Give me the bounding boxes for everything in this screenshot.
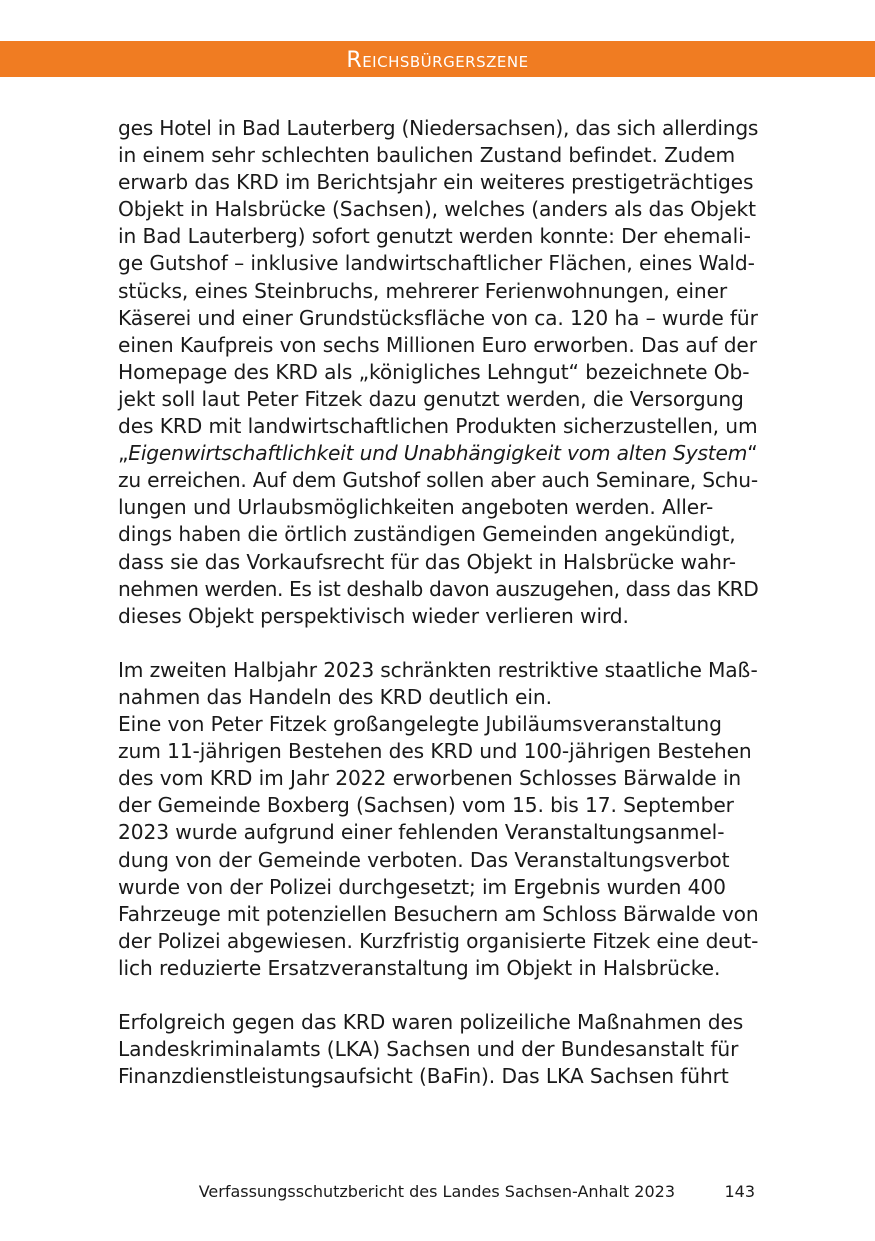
paragraph-3 xyxy=(118,1009,758,1090)
text-line: erwarb das KRD im Berichtsjahr ein weiteres prestigeträchtiges xyxy=(118,170,754,195)
text-line: der Polizei abgewiesen. Kurzfristig organisierte Fitzek eine deut- xyxy=(118,928,759,953)
text-line: der Gemeinde Boxberg (Sachsen) vom 15. bis 17. September xyxy=(118,793,734,818)
paragraph-spacer xyxy=(118,982,758,1009)
text-line: in Bad Lauterberg) sofort genutzt werden konnte: Der ehemali- xyxy=(118,224,751,249)
quote-line xyxy=(118,440,758,467)
text-line: dieses Objekt perspektivisch wieder verlieren wird. xyxy=(118,603,629,628)
publication-title: Verfassungsschutzbericht des Landes Sachsen-Anhalt 2023 xyxy=(198,1182,675,1201)
text-line: ge Gutshof – inklusive landwirtschaftlicher Flächen, eines Wald- xyxy=(118,251,755,276)
body-text xyxy=(118,115,758,1090)
text-line: dung von der Gemeinde verboten. Das Veranstaltungsverbot xyxy=(118,847,730,872)
text-line: Fahrzeuge mit potenziellen Besuchern am Schloss Bärwalde von xyxy=(118,901,759,926)
text-line: nehmen werden. Es ist deshalb davon auszugehen, dass das KRD xyxy=(118,576,759,601)
text-line: 2023 wurde aufgrund einer fehlenden Veranstaltungsanmel- xyxy=(118,820,725,845)
text-line: Erfolgreich gegen das KRD waren polizeiliche Maßnahmen des xyxy=(118,1010,744,1035)
page-number: 143 xyxy=(724,1182,755,1201)
text-line: zu erreichen. Auf dem Gutshof sollen aber auch Seminare, Schu- xyxy=(118,468,758,493)
text-line: des vom KRD im Jahr 2022 erworbenen Schlosses Bärwalde in xyxy=(118,766,742,791)
page-footer xyxy=(0,1182,875,1206)
quote-open: „ xyxy=(118,441,129,466)
text-line: lungen und Urlaubsmöglichkeiten angeboten werden. Aller- xyxy=(118,495,714,520)
text-line: Im zweiten Halbjahr 2023 schränkten restriktive staatliche Maß- xyxy=(118,657,758,682)
text-line: jekt soll laut Peter Fitzek dazu genutzt werden, die Versorgung xyxy=(118,386,744,411)
text-line: Käserei und einer Grundstücksfläche von ca. 120 ha – wurde für xyxy=(118,305,758,330)
text-line: des KRD mit landwirtschaftlichen Produkten sicherzustellen, um xyxy=(118,414,758,439)
text-line: einen Kaufpreis von sechs Millionen Euro erworben. Das auf der xyxy=(118,332,757,357)
text-line: Landeskriminalamts (LKA) Sachsen und der Bundesanstalt für xyxy=(118,1037,739,1062)
text-line: ges Hotel in Bad Lauterberg (Niedersachsen), das sich allerdings xyxy=(118,116,759,140)
paragraph-1 xyxy=(118,115,758,630)
text-line: Finanzdienstleistungsaufsicht (BaFin). Das LKA Sachsen führt xyxy=(118,1064,729,1089)
text-line: nahmen das Handeln des KRD deutlich ein. xyxy=(118,684,552,709)
text-line: lich reduzierte Ersatzveranstaltung im Objekt in Halsbrücke. xyxy=(118,955,721,980)
text-line: stücks, eines Steinbruchs, mehrerer Ferienwohnungen, einer xyxy=(118,278,728,303)
text-line: Eine von Peter Fitzek großangelegte Jubiläumsveranstaltung xyxy=(118,712,722,737)
italic-quote: Eigenwirtschaftlichkeit und Unabhängigkeit vom alten System xyxy=(128,441,748,466)
text-line: wurde von der Polizei durchgesetzt; im Ergebnis wurden 400 xyxy=(118,874,726,899)
text-line: zum 11-jährigen Bestehen des KRD und 100-jährigen Bestehen xyxy=(118,739,752,764)
text-line: Homepage des KRD als „königliches Lehngut“ bezeichnete Ob- xyxy=(118,359,750,384)
paragraph-spacer xyxy=(118,630,758,657)
paragraph-2 xyxy=(118,657,758,982)
text-line: dass sie das Vorkaufsrecht für das Objekt in Halsbrücke wahr- xyxy=(118,549,736,574)
section-title: Reichsbürgerszene xyxy=(346,48,529,73)
text-line: in einem sehr schlechten baulichen Zustand befindet. Zudem xyxy=(118,143,736,168)
text-line: Objekt in Halsbrücke (Sachsen), welches (anders als das Objekt xyxy=(118,197,756,222)
quote-close: “ xyxy=(747,441,758,466)
text-line: dings haben die örtlich zuständigen Gemeinden angekündigt, xyxy=(118,522,736,547)
